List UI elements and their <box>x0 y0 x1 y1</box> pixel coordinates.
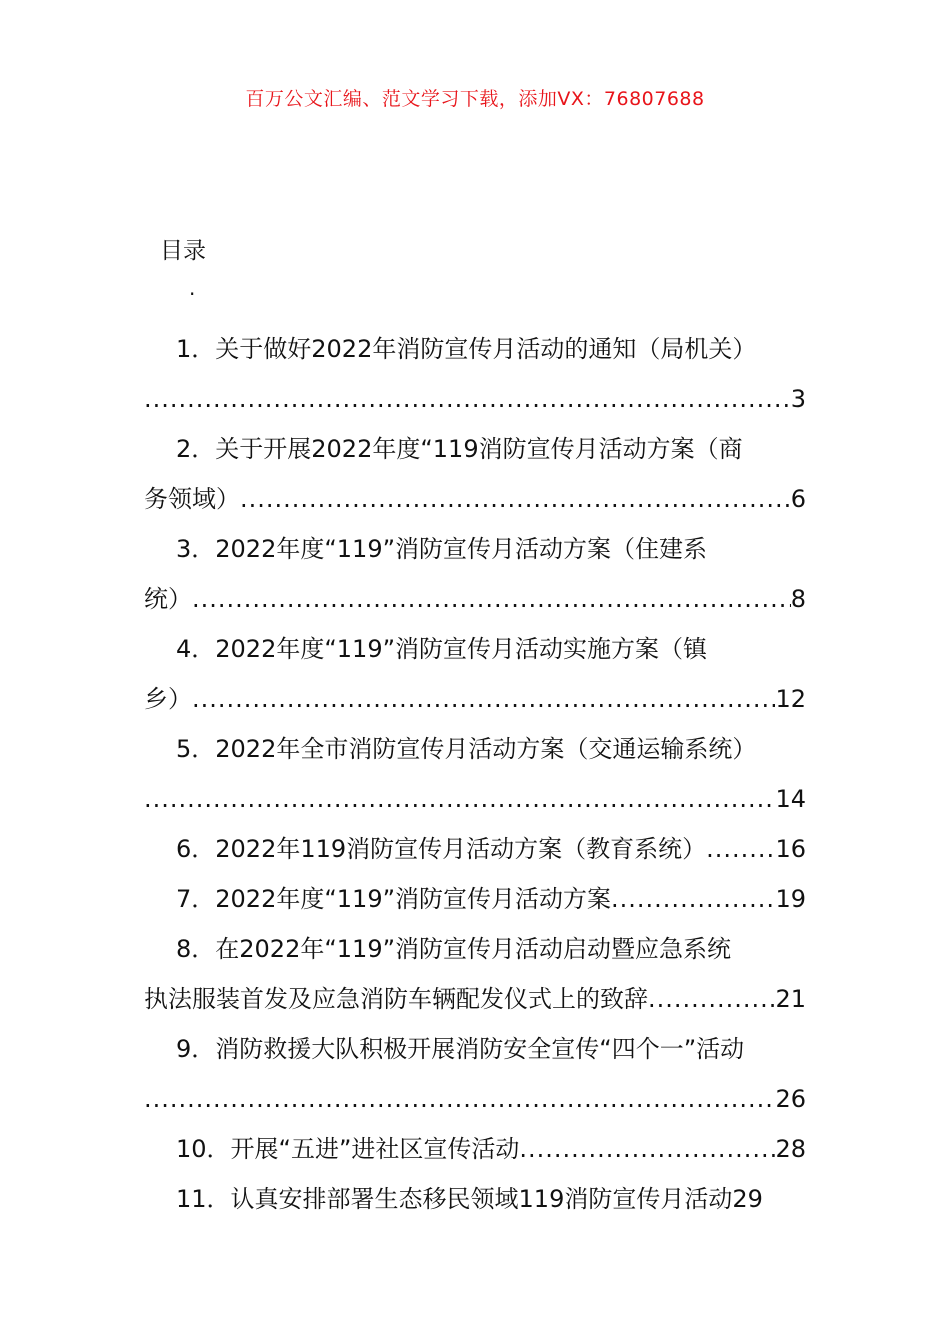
toc-entry-title: 3．2022年度“119”消防宣传月活动方案（住建系 <box>176 535 708 563</box>
toc-leader-dots <box>144 374 791 424</box>
toc-entry-title: 7．2022年度“119”消防宣传月活动方案 <box>176 885 612 913</box>
toc-dot-mark: · <box>189 282 196 306</box>
toc-entry-title: 9．消防救援大队积极开展消防安全宣传“四个一”活动 <box>176 1035 745 1063</box>
toc-entry[interactable] <box>144 1124 806 1174</box>
toc-entry[interactable] <box>144 1024 806 1124</box>
toc-entry[interactable] <box>144 1174 806 1224</box>
toc-leader-dots <box>706 824 775 874</box>
toc-entry-title-cont: 执法服装首发及应急消防车辆配发仪式上的致辞 <box>144 985 648 1013</box>
toc-entry-title: 4．2022年度“119”消防宣传月活动实施方案（镇 <box>176 635 708 663</box>
toc-page-number: 12 <box>775 685 806 713</box>
toc-entry-title: 5．2022年全市消防宣传月活动方案（交通运输系统） <box>176 735 757 763</box>
toc-page-number: 8 <box>790 585 806 613</box>
toc-entry-title-cont: 乡） <box>144 685 192 713</box>
toc-page-number: 6 <box>790 485 806 513</box>
toc-entry[interactable] <box>144 724 806 824</box>
toc-page-number: 16 <box>775 835 806 863</box>
toc-entry[interactable] <box>144 624 806 724</box>
toc-title: 目录 <box>160 238 206 264</box>
toc-leader-dots <box>144 774 775 824</box>
toc-page-number: 14 <box>775 785 806 813</box>
toc-entry-title-cont: 务领域） <box>144 485 240 513</box>
toc-entry-title: 10．开展“五进”进社区宣传活动 <box>176 1135 520 1163</box>
toc-leader-dots <box>519 1124 775 1174</box>
toc-entry[interactable] <box>144 424 806 524</box>
toc-leader-dots <box>648 974 775 1024</box>
toc-page-number: 3 <box>790 385 806 413</box>
toc-entry-title: 11．认真安排部署生态移民领域119消防宣传月活动 <box>176 1185 733 1213</box>
toc-leader-dots <box>192 574 791 624</box>
toc-leader-dots <box>192 674 775 724</box>
toc-list <box>144 324 806 1224</box>
toc-page-number: 19 <box>775 885 806 913</box>
toc-leader-dots <box>144 1074 775 1124</box>
toc-entry-title: 6．2022年119消防宣传月活动方案（教育系统） <box>176 835 707 863</box>
toc-entry[interactable] <box>144 524 806 624</box>
toc-entry[interactable] <box>144 824 806 874</box>
toc-leader-dots <box>240 474 791 524</box>
toc-entry[interactable] <box>144 874 806 924</box>
toc-leader-dots <box>611 874 775 924</box>
toc-entry-title: 8．在2022年“119”消防宣传月活动启动暨应急系统 <box>176 935 732 963</box>
promo-banner: 百万公文汇编、范文学习下载，添加VX：76807688 <box>245 88 705 110</box>
toc-entry-title: 1．关于做好2022年消防宣传月活动的通知（局机关） <box>176 335 757 363</box>
toc-entry-title: 2．关于开展2022年度“119消防宣传月活动方案（商 <box>176 435 743 463</box>
toc-entry[interactable] <box>144 924 806 1024</box>
toc-page-number: 21 <box>775 985 806 1013</box>
toc-page-number: 26 <box>775 1085 806 1113</box>
toc-page-number: 28 <box>775 1135 806 1163</box>
toc-entry-title-cont: 统） <box>144 585 192 613</box>
toc-entry[interactable] <box>144 324 806 424</box>
toc-page-number: 29 <box>732 1185 763 1213</box>
